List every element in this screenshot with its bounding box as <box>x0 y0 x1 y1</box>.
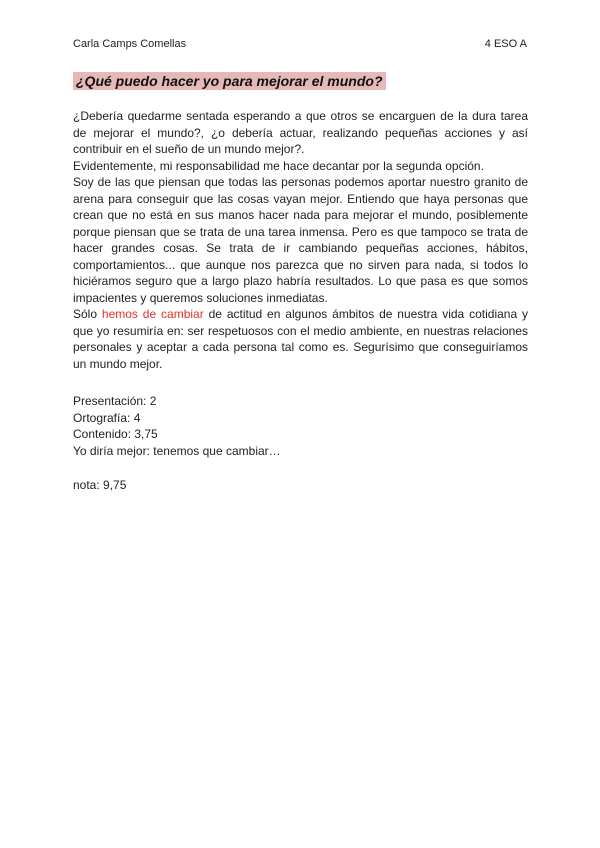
grades-section <box>73 393 281 459</box>
paragraph-4-end: de actitud en algunos ámbitos de nuestra vida cotidiana y que yo resumiría en: ser respetuosos con el medio ambiente, en nuestras relaciones personales y aceptar a cada persona tal como es. Segurísimo que conseguiríamos un mundo mejor. <box>73 307 529 371</box>
paragraph-4-start: Sólo <box>73 307 102 321</box>
title-wrapper <box>73 72 386 91</box>
paragraph-3: Soy de las que piensan que todas las personas podemos aportar nuestro granito de arena para conseguir que las cosas vayan mejor. Entiendo que haya personas que crean que no está en sus manos hacer nada para mejorar el mundo, posiblemente porque piensan que se trata de una tarea inmensa. Pero es que tampoco se trata de hacer grandes cosas. Se trata de ir cambiando pequeñas acciones, hábitos, comportamientos... que aunque nos parezca que no sirven para nada, si todos lo hiciéramos seguro que a largo plazo habría resultados. Lo que pasa es que somos impacientes y queremos soluciones inmediatas. <box>73 175 528 305</box>
grade-presentation: Presentación: 2 <box>73 394 157 408</box>
page-header <box>73 38 527 50</box>
grade-content: Contenido: 3,75 <box>73 427 158 441</box>
paragraph-4 <box>73 306 528 372</box>
grade-spelling: Ortografía: 4 <box>73 410 141 425</box>
correction-highlight: hemos de cambiar <box>101 307 204 321</box>
author-name: Carla Camps Comellas <box>73 38 187 50</box>
class-label: 4 ESO A <box>484 38 527 50</box>
teacher-comment: Yo diría mejor: tenemos que cambiar… <box>73 443 281 458</box>
final-grade: nota: 9,75 <box>73 478 127 492</box>
paragraph-1: ¿Debería quedarme sentada esperando a que otros se encarguen de la dura tarea de mejorar el mundo?, ¿o debería actuar, realizando pequeñas acciones y así contribuir en el sueño de un mundo mejor?. <box>73 109 528 156</box>
paragraph-2: Evidentemente, mi responsabilidad me hace decantar por la segunda opción. <box>73 158 484 173</box>
document-title: ¿Qué puedo hacer yo para mejorar el mundo? <box>73 72 386 90</box>
essay-body <box>73 108 528 372</box>
